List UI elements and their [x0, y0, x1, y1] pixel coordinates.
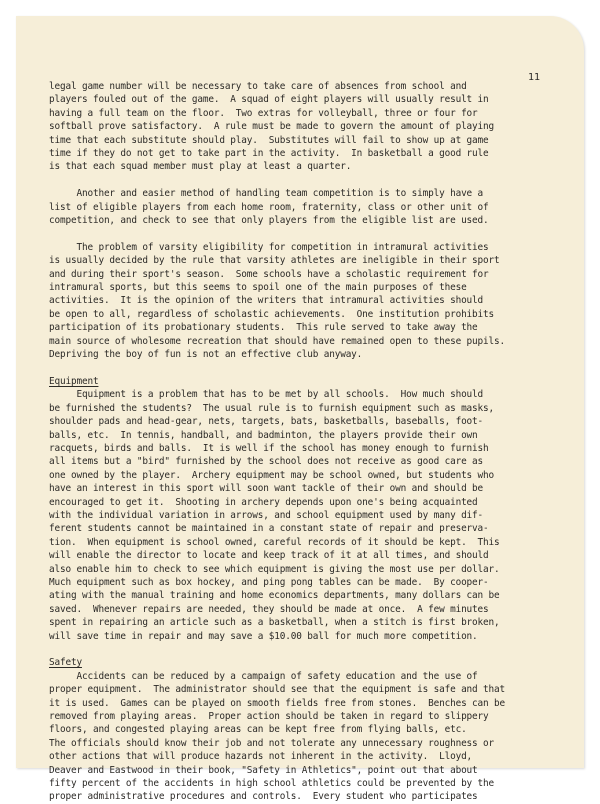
- text-line: will enable the director to locate and keep track of it at all times, and should: [49, 550, 489, 562]
- text-line: Much equipment such as box hockey, and ping pong tables can be made. By cooper-: [49, 576, 489, 588]
- text-line: proper administrative procedures and controls. Every student who participates: [49, 791, 478, 803]
- text-line: with the individual variation in arrows, and school equipment used by many dif-: [49, 509, 484, 521]
- text-line: list of eligible players from each home room, fraternity, class or other unit of: [49, 201, 489, 213]
- section-heading-equipment: Equipment: [49, 375, 99, 387]
- text-line: time that each substitute should play. Substitutes will fail to show up at game: [49, 134, 489, 146]
- text-line: proper equipment. The administrator should see that the equipment is safe and that: [49, 684, 506, 696]
- paragraph-gap: [49, 174, 554, 187]
- text-line: spent in repairing an article such as a basketball, when a stitch is first broken,: [49, 617, 500, 629]
- text-line: racquets, birds and balls. It is well if the school has money enough to furnish: [49, 442, 489, 454]
- text-line: legal game number will be necessary to take care of absences from school and: [49, 81, 467, 92]
- paragraph-gap: [49, 227, 554, 240]
- text-line: be furnished the students? The usual rule is to furnish equipment such as masks,: [49, 402, 495, 414]
- paragraph-eligible-list: [49, 187, 554, 227]
- text-line: will save time in repair and may save a $10.00 ball for much more competition.: [49, 630, 478, 642]
- text-line: main source of wholesome recreation that should have remained open to these pupils.: [49, 335, 506, 347]
- text-line: Equipment is a problem that has to be met by all schools. How much should: [49, 389, 484, 401]
- text-line: Another and easier method of handling team competition is to simply have a: [49, 188, 484, 200]
- text-line: intramural sports, but this seems to spoil one of the main purposes of these: [49, 282, 467, 294]
- page-number: 11: [528, 72, 541, 83]
- text-line: also enable him to check to see which equipment is giving the most use per dollar.: [49, 563, 500, 575]
- text-line: have an interest in this sport will soon want tackle of their own and should be: [49, 483, 484, 495]
- paragraph-gap: [49, 643, 554, 656]
- text-line: balls, etc. In tennis, handball, and badminton, the players provide their own: [49, 429, 478, 441]
- paragraph-safety: [49, 670, 554, 804]
- document-body: [49, 80, 554, 804]
- text-line: ferent students cannot be maintained in a constant state of repair and preserva-: [49, 523, 489, 535]
- text-line: saved. Whenever repairs are needed, they should be made at once. A few minutes: [49, 603, 489, 615]
- text-line: be open to all, regardless of scholastic achievements. One institution prohibits: [49, 308, 495, 320]
- text-line: activities. It is the opinion of the writers that intramural activities should: [49, 295, 484, 307]
- text-line: is that each squad member must play at least a quarter.: [49, 161, 352, 173]
- text-line: shoulder pads and head-gear, nets, targets, bats, basketballs, baseballs, foot-: [49, 416, 484, 428]
- section-heading-safety: Safety: [49, 657, 82, 669]
- text-line: competition, and check to see that only players from the eligible list are used.: [49, 215, 489, 227]
- text-line: it is used. Games can be played on smooth fields free from stones. Benches can be: [49, 697, 506, 709]
- text-line: tion. When equipment is school owned, careful records of it should be kept. This: [49, 536, 500, 548]
- text-line: Deaver and Eastwood in their book, "Safety in Athletics", point out that about: [49, 764, 478, 776]
- text-line: participation of its probationary students. This rule served to take away the: [49, 322, 478, 334]
- text-line: Depriving the boy of fun is not an effective club anyway.: [49, 349, 363, 361]
- text-line: and during their sport's season. Some schools have a scholastic requirement for: [49, 268, 489, 280]
- text-line: other actions that will produce hazards not inherent in the activity. Lloyd,: [49, 751, 473, 763]
- paragraph-gap: [49, 362, 554, 375]
- text-line: time if they do not get to take part in the activity. In basketball a good rule: [49, 148, 489, 160]
- text-line: The officials should know their job and not tolerate any unnecessary roughness or: [49, 737, 495, 749]
- text-line: ating with the manual training and home economics departments, many dollars can be: [49, 590, 500, 602]
- text-line: fifty percent of the accidents in high school athletics could be prevented by the: [49, 778, 495, 790]
- paragraph-absences: [49, 80, 554, 174]
- text-line: The problem of varsity eligibility for competition in intramural activities: [49, 241, 489, 253]
- text-line: one owned by the player. Archery equipment may be school owned, but students who: [49, 469, 495, 481]
- text-line: players fouled out of the game. A squad of eight players will usually result in: [49, 94, 489, 106]
- text-line: all items but a "bird" furnished by the school does not receive as good care as: [49, 456, 484, 468]
- paragraph-equipment: [49, 388, 554, 643]
- text-line: floors, and congested playing areas can be kept free from flying balls, etc.: [49, 724, 467, 736]
- text-line: is usually decided by the rule that varsity athletes are ineligible in their sport: [49, 255, 500, 267]
- text-line: having a full team on the floor. Two extras for volleyball, three or four for: [49, 107, 478, 119]
- text-line: encouraged to get it. Shooting in archery depends upon one's being acquainted: [49, 496, 478, 508]
- text-line: softball prove satisfactory. A rule must be made to govern the amount of playing: [49, 121, 495, 133]
- text-line: Accidents can be reduced by a campaign of safety education and the use of: [49, 670, 478, 682]
- text-line: removed from playing areas. Proper action should be taken in regard to slippery: [49, 711, 489, 723]
- paragraph-varsity-eligibility: [49, 241, 554, 362]
